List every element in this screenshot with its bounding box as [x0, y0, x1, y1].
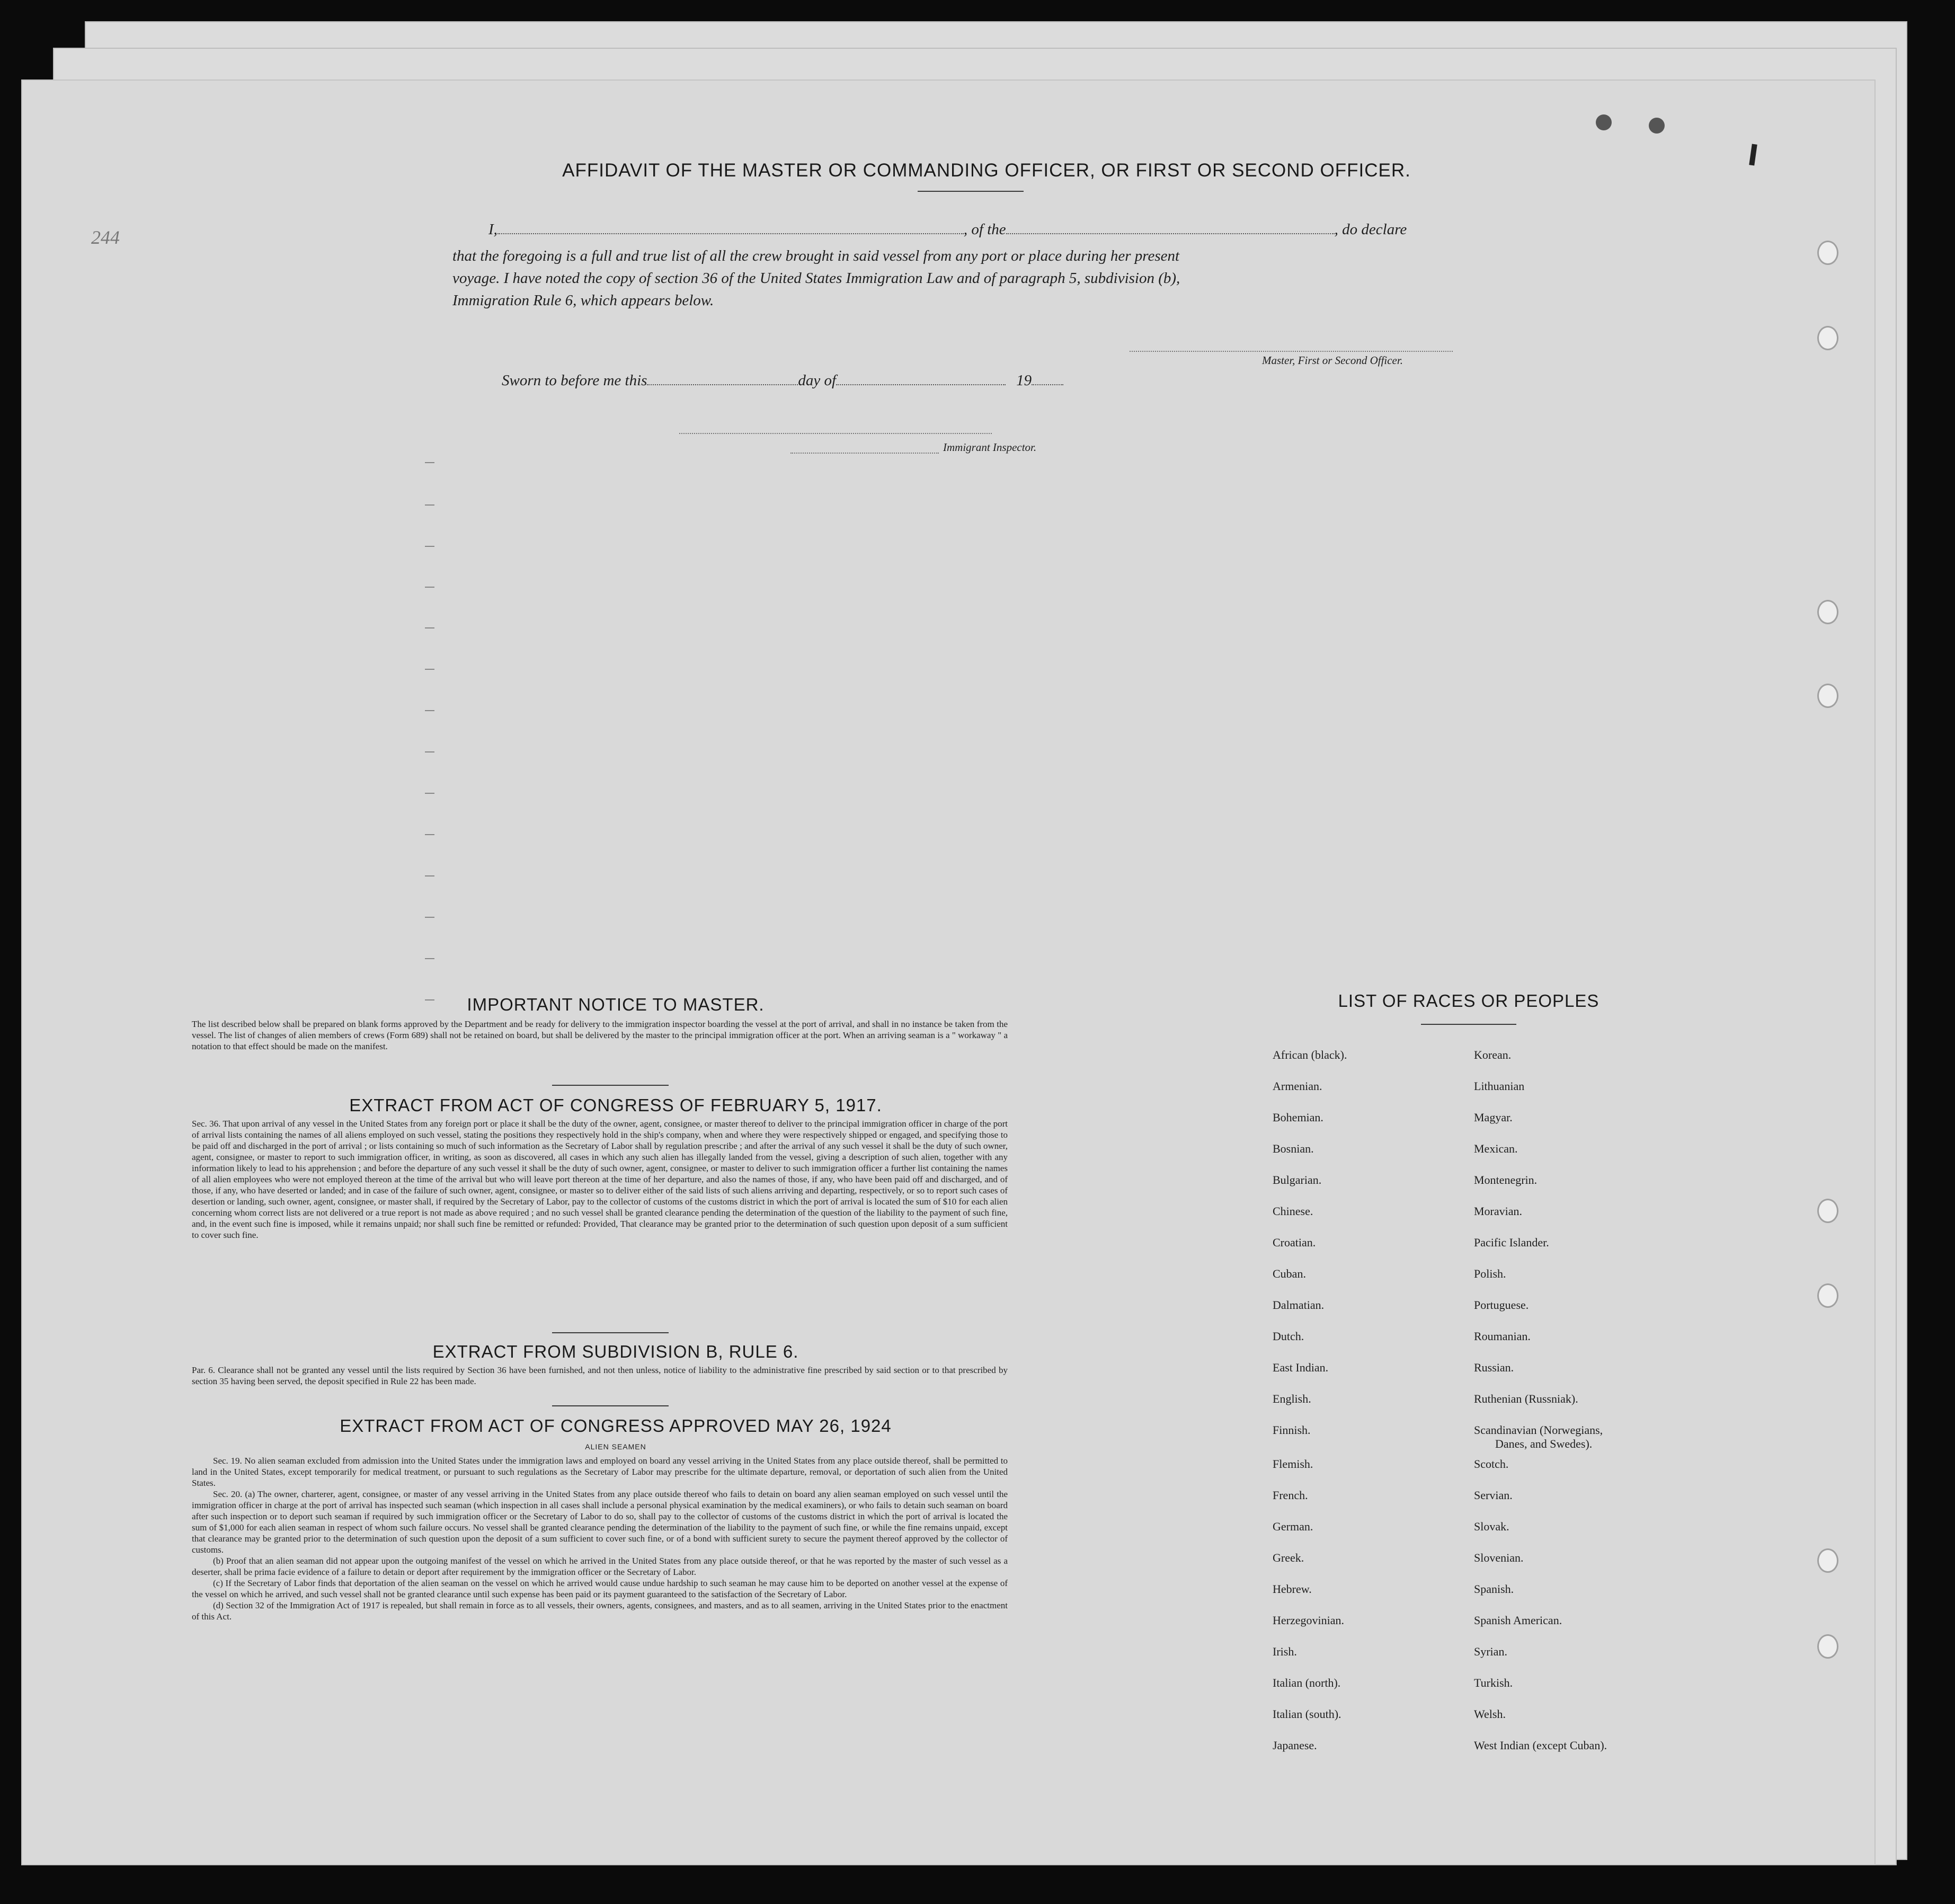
- master-signature-label: Master, First or Second Officer.: [1262, 354, 1403, 367]
- sworn-line: [502, 369, 1063, 392]
- races-heading: LIST OF RACES OR PEOPLES: [1338, 991, 1599, 1011]
- binding-rivet-icon: [1596, 114, 1612, 130]
- race-item: Moravian.: [1474, 1205, 1523, 1218]
- sworn-year: 19: [1016, 372, 1032, 389]
- punch-hole-icon: [1817, 1548, 1838, 1573]
- race-item: East Indian.: [1273, 1361, 1329, 1374]
- race-item: Armenian.: [1273, 1079, 1322, 1093]
- extract-1924-heading: EXTRACT FROM ACT OF CONGRESS APPROVED MAY 26, 1924: [340, 1416, 892, 1436]
- notice-divider: [552, 1085, 669, 1086]
- race-item: Croatian.: [1273, 1236, 1316, 1249]
- race-item: French.: [1273, 1489, 1308, 1502]
- affidavit-line-3: voyage. I have noted the copy of section 36 of the United States Immigration Law and of paragraph 5, subdivision (b),: [452, 270, 1180, 287]
- race-item: German.: [1273, 1520, 1313, 1533]
- punch-hole-icon: [1817, 1634, 1838, 1659]
- race-item: Bulgarian.: [1273, 1173, 1322, 1186]
- sworn-month-field[interactable]: [836, 384, 1006, 385]
- race-item: Russian.: [1474, 1361, 1514, 1374]
- sworn-year-field[interactable]: [1032, 384, 1063, 385]
- race-item: Italian (south).: [1273, 1707, 1341, 1721]
- affidavit-line-2: that the foregoing is a full and true list of all the crew brought in said vessel from any port or place during her present: [452, 247, 1180, 264]
- race-item: Syrian.: [1474, 1645, 1507, 1658]
- race-item: Finnish.: [1273, 1423, 1311, 1437]
- race-item: [1474, 1423, 1607, 1457]
- inspector-dotted-lead: [790, 453, 939, 454]
- race-item: Flemish.: [1273, 1457, 1313, 1471]
- race-item: Roumanian.: [1474, 1330, 1531, 1343]
- races-right-column: [1474, 1048, 1607, 1770]
- inspector-signature-line[interactable]: [679, 433, 992, 434]
- extract-1924-paragraph: Sec. 19. No alien seaman excluded from admission into the United States under the immigration laws and employed on board any vessel arriving in the United States from any place outside thereof, shall be permitted to land in the United States, except temporarily for medical treatment, or pursuant to such regulations as the Secretary of Labor may prescribe for the ultimate departure, removal, or deportation of such alien from the United States.: [192, 1456, 1008, 1488]
- race-item: Pacific Islander.: [1474, 1236, 1549, 1249]
- races-divider: [1421, 1024, 1516, 1025]
- race-item: Chinese.: [1273, 1205, 1313, 1218]
- binding-mark-icon: [1749, 144, 1757, 165]
- affidavit-of-the-label: , of the: [963, 221, 1006, 238]
- extract-rule6-heading: EXTRACT FROM SUBDIVISION B, RULE 6.: [432, 1342, 799, 1361]
- extract-1924-paragraph: (d) Section 32 of the Immigration Act of 1917 is repealed, but shall remain in force as to all vessels, their owners, agents, consignees, and masters, and as to all seamen, arriving in the United States prior to the enactment of this Act.: [192, 1600, 1008, 1622]
- inspector-label: Immigrant Inspector.: [943, 441, 1037, 454]
- race-item: Slovak.: [1474, 1520, 1509, 1533]
- affidavit-title: AFFIDAVIT OF THE MASTER OR COMMANDING OFFICER, OR FIRST OR SECOND OFFICER.: [562, 160, 1411, 181]
- affidavit-line-4: Immigration Rule 6, which appears below.: [452, 292, 714, 309]
- race-item: Polish.: [1474, 1267, 1506, 1280]
- punch-hole-icon: [1817, 600, 1838, 624]
- race-item: Magyar.: [1474, 1111, 1513, 1124]
- race-item: Montenegrin.: [1474, 1173, 1538, 1186]
- sworn-prefix: Sworn to before me this: [502, 372, 647, 389]
- title-underline: [918, 191, 1024, 192]
- document-page: [21, 79, 1876, 1865]
- punch-hole-icon: [1817, 684, 1838, 708]
- race-item: Spanish American.: [1474, 1614, 1562, 1627]
- punch-hole-icon: [1817, 326, 1838, 350]
- affidavit-declare-label: , do declare: [1334, 221, 1407, 238]
- race-item: African (black).: [1273, 1048, 1347, 1061]
- binding-rivet-icon: [1649, 118, 1665, 134]
- race-item: Korean.: [1474, 1048, 1512, 1061]
- race-item: Cuban.: [1273, 1267, 1306, 1280]
- race-item: Herzegovinian.: [1273, 1614, 1344, 1627]
- race-item: Lithuanian: [1474, 1079, 1525, 1093]
- punch-hole-icon: [1817, 241, 1838, 265]
- race-item: Bosnian.: [1273, 1142, 1314, 1155]
- race-item: Irish.: [1273, 1645, 1297, 1658]
- margin-note: 244: [91, 227, 120, 248]
- notice-heading: IMPORTANT NOTICE TO MASTER.: [467, 995, 765, 1014]
- punch-hole-icon: [1817, 1283, 1838, 1308]
- race-item: Portuguese.: [1474, 1298, 1529, 1312]
- notice-text: The list described below shall be prepared on blank forms approved by the Department and be ready for delivery to the immigration inspector boarding the vessel at the port of arrival, and shall in no instance be taken from the vessel. The list of changes of alien members of crews (Form 689) shall not be retained on board, but shall be delivered by the master to the principal immigration officer at the port. When an arriving seaman is a " workaway " a notation to that effect should be made on the manifest.: [192, 1019, 1008, 1051]
- extract-1924-paragraph: (c) If the Secretary of Labor finds that deportation of the alien seaman on the vessel on which he arrived would cause undue hardship to such seaman he may cause him to be deported on another vessel at the expense of the vessel on which he arrived, and such vessel shall not be granted clearance until such expense has been paid or its payment guaranteed to the satisfaction of the Secretary of Labor.: [192, 1578, 1008, 1599]
- race-item: Ruthenian (Russniak).: [1474, 1392, 1578, 1405]
- race-item-line: Scandinavian (Norwegians,: [1474, 1423, 1603, 1437]
- vessel-name-field[interactable]: [1006, 233, 1335, 234]
- extract-1917-divider: [552, 1332, 669, 1333]
- race-item: Slovenian.: [1474, 1551, 1524, 1564]
- race-item: Dalmatian.: [1273, 1298, 1325, 1312]
- race-item: Hebrew.: [1273, 1582, 1312, 1596]
- affidavit-i-label: I,: [488, 221, 497, 238]
- extract-1924-body: [192, 1455, 1008, 1622]
- affidavit-line-1: [467, 218, 1538, 241]
- race-item: Welsh.: [1474, 1707, 1506, 1721]
- extract-1924-subheading: ALIEN SEAMEN: [585, 1442, 646, 1451]
- sworn-day-of: day of: [798, 372, 837, 389]
- race-item: West Indian (except Cuban).: [1474, 1739, 1607, 1752]
- master-name-field[interactable]: [497, 233, 964, 234]
- master-signature-line[interactable]: [1130, 351, 1453, 352]
- race-item: Italian (north).: [1273, 1676, 1341, 1689]
- race-item: Dutch.: [1273, 1330, 1304, 1343]
- race-item: Turkish.: [1474, 1676, 1513, 1689]
- extract-rule6-text: Par. 6. Clearance shall not be granted any vessel until the lists required by Section 36 have been furnished, and not then unless, notice of liability to the administrative fine prescribed by said section or to that prescribed by section 35 having been served, the deposit specified in Rule 22 has been made.: [192, 1365, 1008, 1386]
- bleed-through-marks: [425, 462, 446, 1034]
- extract-1924-paragraph: Sec. 20. (a) The owner, charterer, agent, consignee, or master of any vessel arriving in the United States from any place outside thereof who fails to detain on board any alien seaman employed on such vessel until the immigration officer in charge at the port of arrival has inspected such seaman (which inspection in all cases shall include a personal physical examination by the medical examiners), or who fails to detain such seaman on board after such inspection or to deport such seaman if required by such immigration officer or the Secretary of Labor to do so, shall pay to the collector of customs of the customs district in which the port of arrival is located the sum of $1,000 for each alien seaman in respect of whom such failure occurs. No vessel shall be granted clearance pending the determination of the liability to the payment of such fine, or while the fine remains unpaid, except that clearance may be granted prior to the determination of such question upon the deposit of a sum sufficient to cover such fine, or of a bond with sufficient surety to secure the payment thereof approved by the collector of customs.: [192, 1489, 1008, 1555]
- race-item: Scotch.: [1474, 1457, 1509, 1471]
- race-item: Bohemian.: [1273, 1111, 1323, 1124]
- extract-1917-heading: EXTRACT FROM ACT OF CONGRESS OF FEBRUARY 5, 1917.: [349, 1095, 882, 1115]
- race-item: Servian.: [1474, 1489, 1513, 1502]
- race-item: Mexican.: [1474, 1142, 1518, 1155]
- punch-hole-icon: [1817, 1199, 1838, 1223]
- sworn-day-field[interactable]: [647, 384, 798, 385]
- races-left-column: [1273, 1048, 1347, 1770]
- race-item: Spanish.: [1474, 1582, 1514, 1596]
- race-item: Japanese.: [1273, 1739, 1317, 1752]
- extract-rule6-divider: [552, 1405, 669, 1406]
- race-item: English.: [1273, 1392, 1311, 1405]
- race-item: Greek.: [1273, 1551, 1304, 1564]
- extract-1917-text: Sec. 36. That upon arrival of any vessel in the United States from any foreign port or place it shall be the duty of the owner, agent, consignee, or master thereof to deliver to the principal immigration officer in charge of the port of arrival lists containing the names of all aliens employed on such vessel, stating the positions they respectively hold in the ship's company, when and where they were respectively shipped or engaged, and specifying those to be paid off and discharged in the port of arrival ; or lists containing so much of such information as the Secretary of Labor shall by regulation prescribe ; and after the arrival of any such vessel it shall be the duty of such owner, agent, consignee, or master to report to such immigration officer, in writing, as soon as discovered, all cases in which any such alien has illegally landed from the vessel, giving a description of such alien, together with any information likely to lead to his apprehension ; and before the departure of any such vessel it shall be the duty of such owner, agent, consignee, or master to deliver to such immigration officer a further list containing the names of all alien employees who were not employed thereon at the time of the arrival but who will leave port thereon at the time of her departure, and also the names of those, if any, who have been paid off and discharged, and of those, if any, who have deserted or landed; and in case of the failure of such owner, agent, consignee, or master so to deliver either of the said lists of such aliens arriving and departing, respectively, or so to report such cases of desertion or landing, such owner, agent, consignee, or master shall, if required by the Secretary of Labor, pay to the collector of customs of the customs district in which the port of arrival is located the sum of $10 for each alien concerning whom correct lists are not delivered or a true report is not made as above required ; and no such vessel shall be granted clearance pending the determination of the question of the liability to the payment of such fine, and, in the event such fine is imposed, while it remains unpaid; nor shall such fine be remitted or refunded: Provided, That clearance may be granted prior to the determination of such question upon deposit of a sum sufficient to cover such fine.: [192, 1119, 1008, 1240]
- race-item-continuation: Danes, and Swedes).: [1495, 1437, 1593, 1450]
- extract-1924-paragraph: (b) Proof that an alien seaman did not appear upon the outgoing manifest of the vessel on which he arrived in the United States from any place outside thereof, or that he was reported by the master of such vessel as a deserter, shall be prima facie evidence of a failure to detain or deport after requirement by the immigration officer or the Secretary of Labor.: [192, 1556, 1008, 1577]
